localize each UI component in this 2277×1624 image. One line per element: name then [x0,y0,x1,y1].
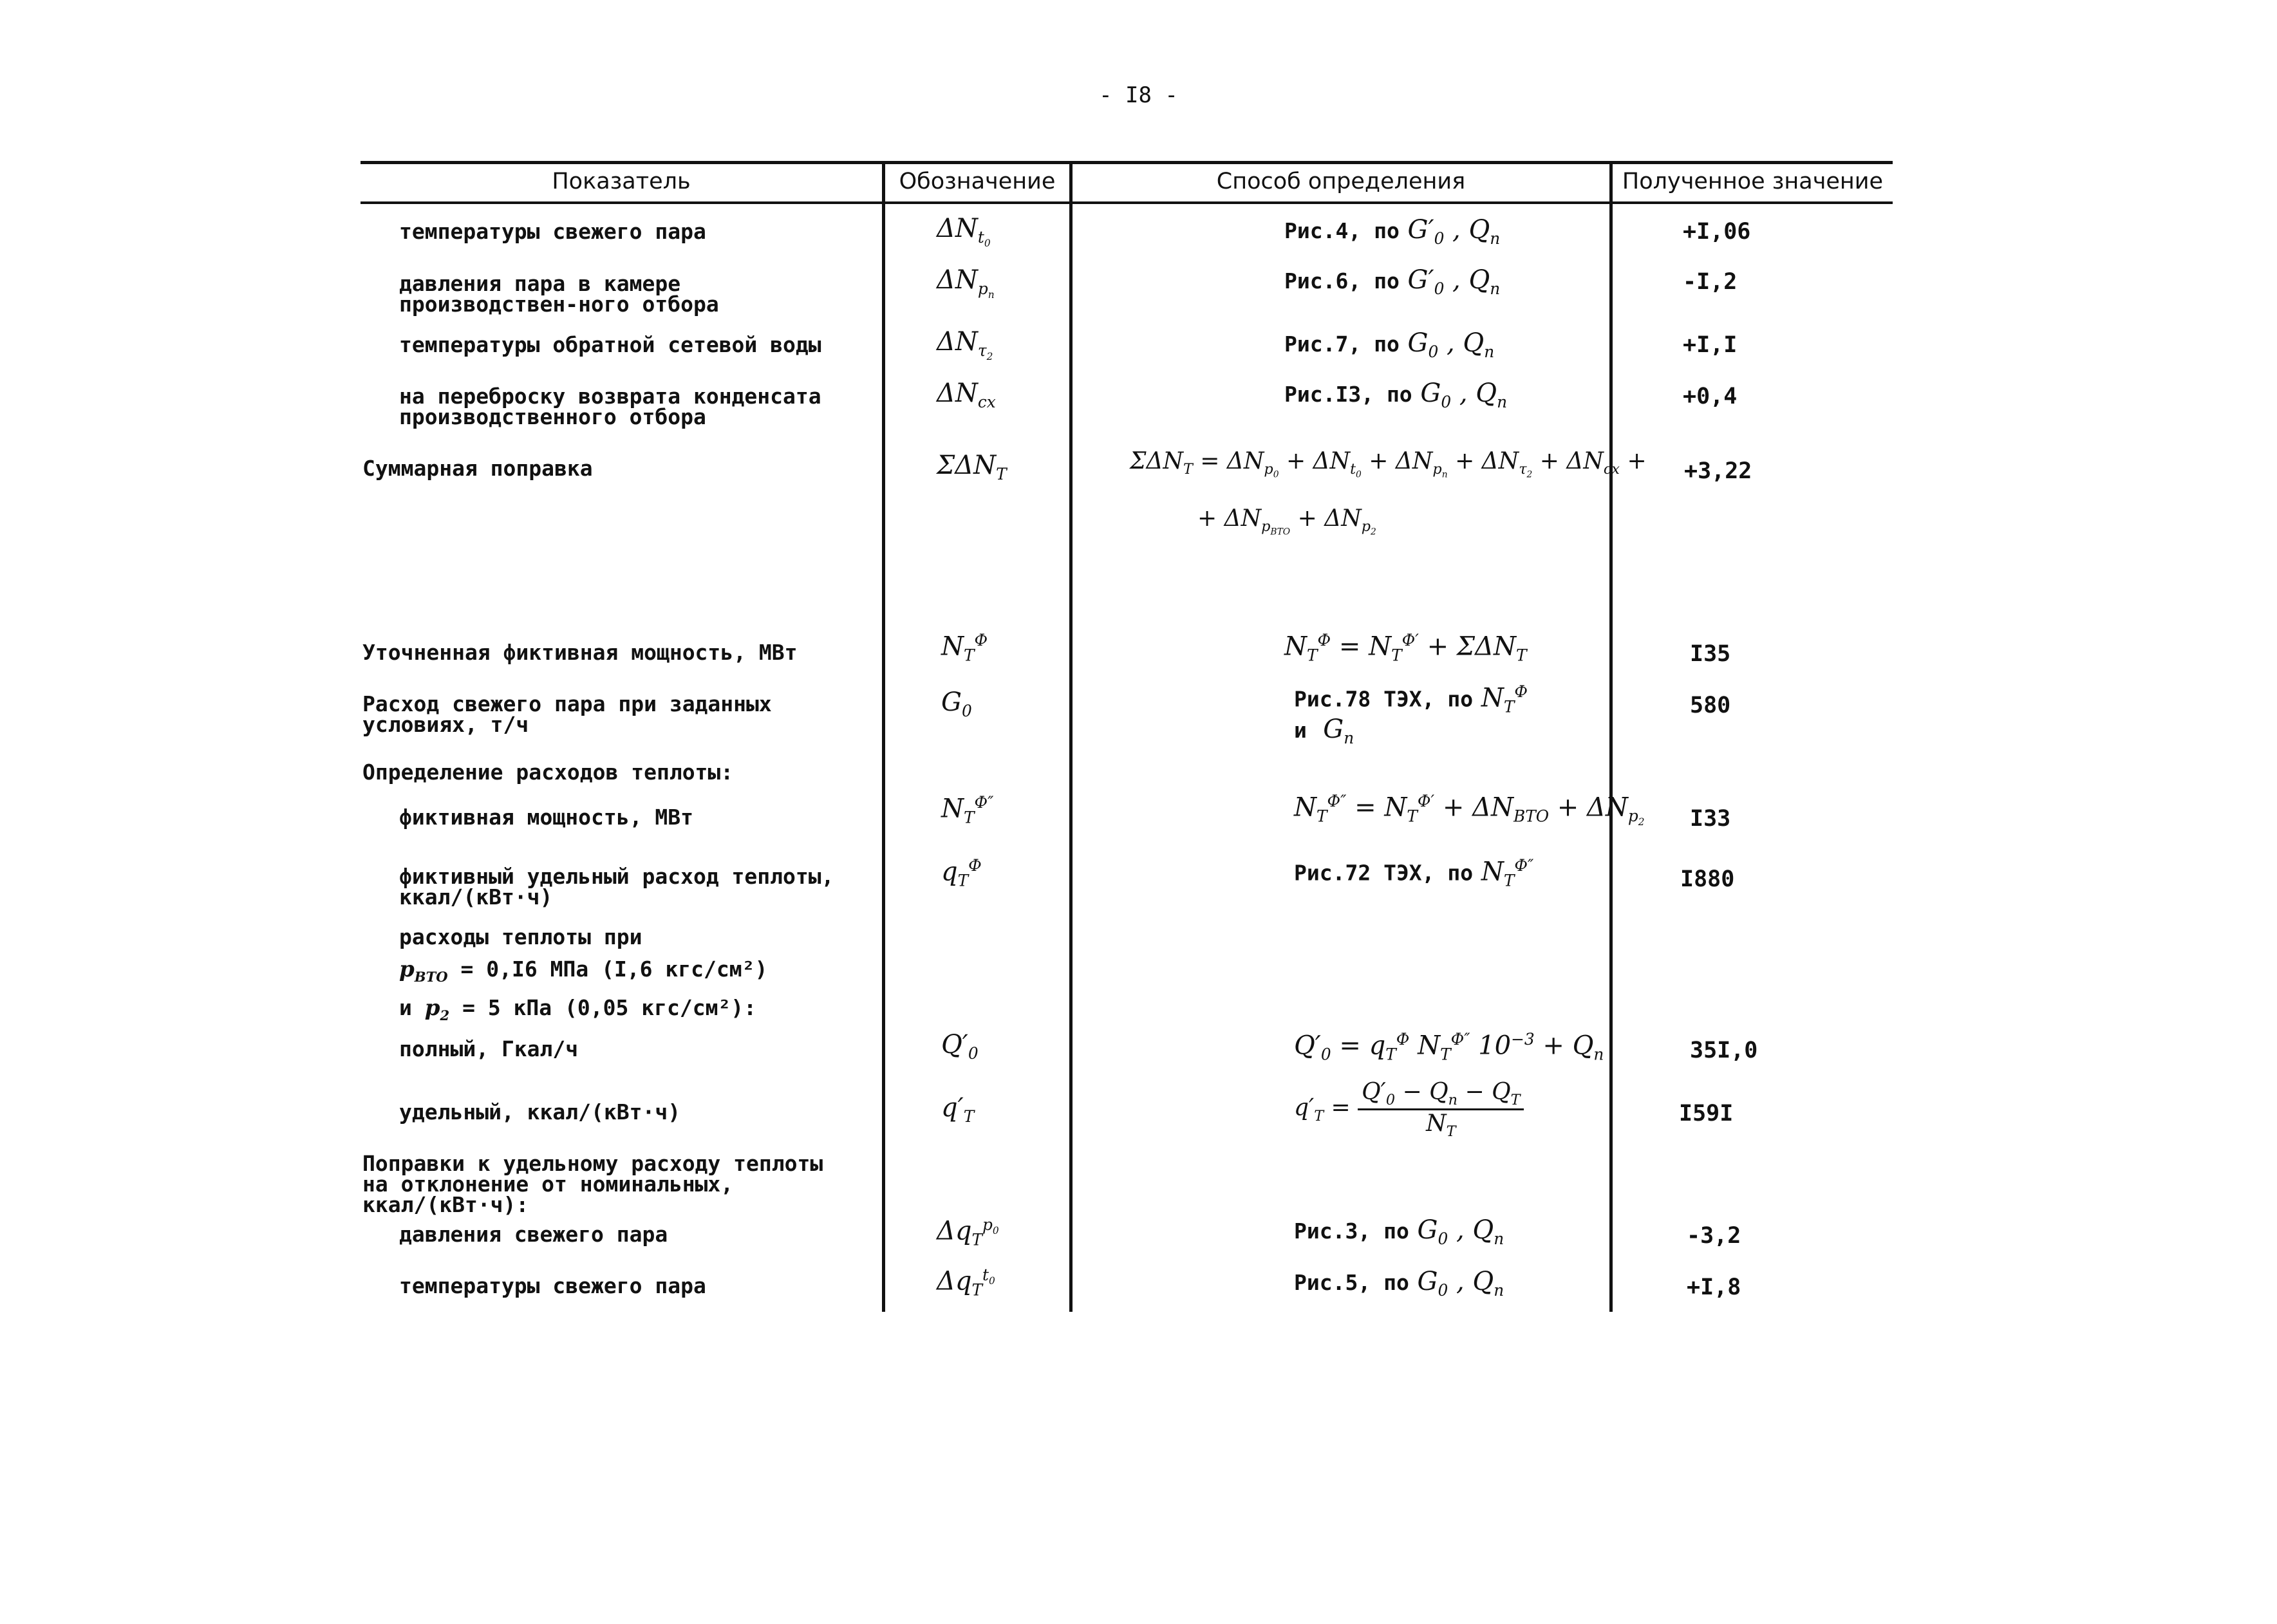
header-designation: Обозначение [899,169,1056,194]
row-label: Уточненная фиктивная мощность, МВт [362,640,798,665]
method-formula: Рис.4, по $G'_0$ , $Q_п$ [1284,215,1501,248]
row-value: I33 [1690,806,1731,832]
row-label: Суммарная поправка [362,456,593,481]
row-value: +I,I [1683,332,1738,358]
column-divider-3 [1609,161,1613,1312]
header-indicator: Показатель [552,169,691,194]
row-value: -I,2 [1683,269,1738,295]
row-label: Поправки к удельному расходу теплоты на отклонение от номинальных, ккал/(кВт·ч): [362,1151,823,1217]
symbol: $\Delta q_T^{p_0}$ [937,1215,999,1249]
method-formula: Рис.72 ТЭХ, по $N_T^{Ф''}$ [1294,856,1534,890]
method-formula: $N_T^{Ф''} = N_T^{Ф'} + \Delta N_{ВТО} + \Delta N_{p_2}$ [1294,792,1645,828]
row-label: полный, Гкал/ч [399,1036,579,1061]
row-label: $p_{ВТО} = 0,I6$ МПа (I,6 кгс/см²) [399,957,768,985]
symbol: $\Delta N_{p_п}$ [937,265,995,301]
row-label: фиктивный удельный расход теплоты, ккал/(кВт·ч) [399,864,834,910]
header-value: Полученное значение [1622,169,1884,194]
row-label: давления свежего пара [399,1222,668,1247]
method-formula: $q'_T$ = $\frac{Q'_0 - Q_п - Q_T}{N_T}$ [1294,1079,1524,1140]
method-formula-continuation: и $G_п$ [1294,714,1354,747]
row-label: температуры свежего пара [399,1273,706,1298]
row-value: 580 [1690,693,1731,718]
table-top-rule [361,161,1893,164]
row-value: I880 [1680,866,1735,892]
method-formula: Рис.I3, по $G_0$ , $Q_п$ [1284,378,1508,411]
symbol: $Q'_0$ [941,1030,979,1063]
method-formula-continuation: + $\Delta N_{p_{ВТО}} + \Delta N_{p_2}$ [1197,505,1376,537]
row-value: +I,06 [1683,219,1751,245]
row-label: фиктивная мощность, МВт [399,805,693,830]
symbol: $N_T^Ф$ [941,631,988,665]
row-label: Определение расходов теплоты: [362,760,734,785]
column-divider-1 [882,161,885,1312]
symbol: $q'_T$ [941,1093,975,1126]
row-label: и $p_2 = 5$ кПа (0,05 кгс/см²): [399,995,757,1023]
symbol: $\Delta N_{cx}$ [937,378,996,411]
page-number: - I8 - [1099,82,1178,108]
method-formula: Рис.6, по $G'_0$ , $Q_п$ [1284,265,1501,298]
row-label: температуры обратной сетевой воды [399,332,821,357]
method-formula: Рис.5, по $G_0$ , $Q_п$ [1294,1267,1504,1300]
row-value: 35I,0 [1690,1038,1758,1063]
column-divider-2 [1069,161,1073,1312]
row-label: температуры свежего пара [399,219,706,244]
method-formula: $\Sigma\Delta N_T = \Delta N_{p_0} + \Delta N_{t_0} + \Delta N_{p_п} + \Delta N_{\tau_2} + \Delta N_{cx}$ + [1130,448,1647,480]
row-label: на переброску возврата конденсата производственного отбора [399,384,821,429]
method-formula: Рис.7, по $G_0$ , $Q_п$ [1284,328,1495,361]
row-value: -3,2 [1687,1223,1741,1249]
row-label: расходы теплоты при [399,924,642,949]
symbol: $\Delta N_{t_0}$ [937,214,991,249]
symbol: $N_T^{Ф''}$ [941,793,994,827]
method-formula: $N_T^Ф = N_T^{Ф'} + \Sigma\Delta N_T$ [1284,631,1527,665]
table-header-rule [361,201,1893,204]
row-value: I59I [1679,1101,1734,1126]
row-value: +0,4 [1683,384,1738,409]
method-formula: Рис.3, по $G_0$ , $Q_п$ [1294,1215,1504,1248]
symbol: $q_T^Ф$ [941,856,982,890]
row-value: I35 [1690,641,1731,667]
symbol: $G_0$ [941,687,972,720]
row-value: +3,22 [1684,458,1752,484]
symbol: $\Delta q_T^{t_0}$ [937,1265,995,1300]
row-label: Расход свежего пара при заданных условиях, т/ч [362,691,772,737]
header-method: Способ определения [1216,169,1466,194]
row-value: +I,8 [1687,1274,1741,1300]
method-formula: Рис.78 ТЭХ, по $N_T^Ф$ [1294,682,1528,716]
row-label: удельный, ккал/(кВт·ч) [399,1099,681,1125]
row-label: давления пара в камере производствен-ного отбора [399,271,719,317]
symbol: $\Delta N_{\tau_2}$ [937,327,993,362]
symbol: $\Sigma\Delta N_T$ [937,451,1007,483]
method-formula: $Q'_0 = q_T^Ф$ $N_T^{Ф''}$ $10^{-3} + Q_п$ [1294,1030,1604,1064]
